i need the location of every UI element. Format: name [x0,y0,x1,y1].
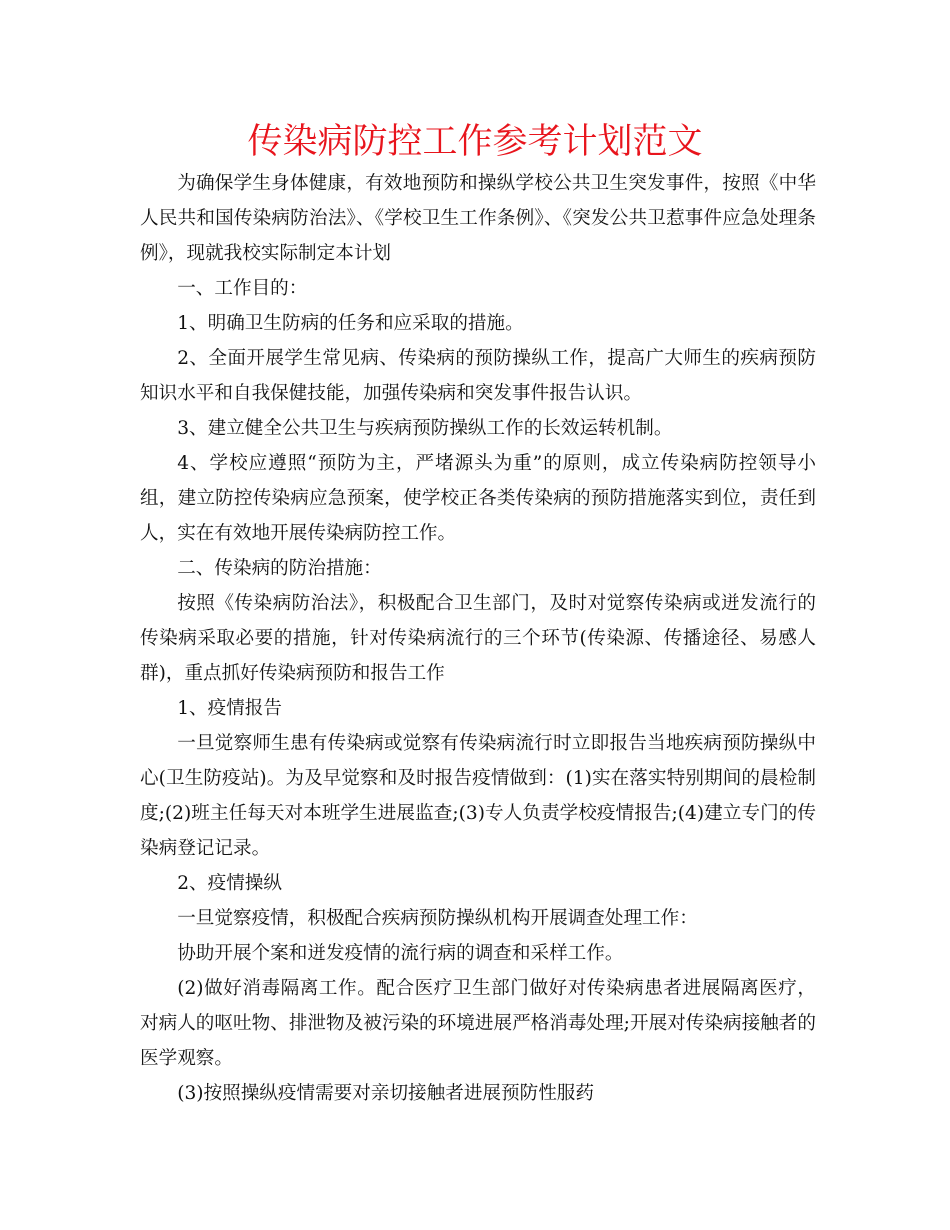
document-body [140,166,816,1111]
paragraph-measures-intro: 按照《传染病防治法》，积极配合卫生部门，及时对觉察传染病或迸发流行的传染病采取必要的措施，针对传染病流行的三个环节(传染源、传播途径、易感人群)，重点抓好传染病预防和报告工作 [140,593,816,684]
heading-prevention-measures: 二、传染病的防治措施： [177,558,382,579]
paragraph-purpose-3: 3、建立健全公共卫生与疾病预防操纵工作的长效运转机制。 [177,418,673,439]
paragraph-control-intro: 一旦觉察疫情，积极配合疾病预防操纵机构开展调查处理工作： [177,908,698,929]
paragraph-control-1: 协助开展个案和迸发疫情的流行病的调查和采样工作。 [177,943,624,964]
heading-work-purpose: 一、工作目的： [177,278,308,299]
paragraph-purpose-4: 4、学校应遵照“预防为主，严堵源头为重”的原则，成立传染病防控领导小组，建立防控传染病应急预案，使学校正各类传染病的预防措施落实到位，责任到人，实在有效地开展传染病防控工作。 [140,453,816,544]
paragraph-purpose-2: 2、全面开展学生常见病、传染病的预防操纵工作，提高广大师生的疾病预防知识水平和自我保健技能，加强传染病和突发事件报告认识。 [140,348,816,404]
document-title: 传染病防控工作参考计划范文 [247,122,703,162]
paragraph-control-2: (2)做好消毒隔离工作。配合医疗卫生部门做好对传染病患者进展隔离医疗，对病人的呕吐物、排泄物及被污染的环境进展严格消毒处理;开展对传染病接触者的医学观察。 [140,978,816,1069]
paragraph-intro: 为确保学生身体健康，有效地预防和操纵学校公共卫生突发事件，按照《中华人民共和国传染病防治法》、《学校卫生工作条例》、《突发公共卫惹事件应急处理条例》，现就我校实际制定本计划 [140,173,816,264]
paragraph-control-3: (3)按照操纵疫情需要对亲切接触者进展预防性服药 [177,1083,594,1104]
heading-epidemic-report: 1、疫情报告 [177,698,282,719]
heading-epidemic-control: 2、疫情操纵 [177,873,282,894]
paragraph-purpose-1: 1、明确卫生防病的任务和应采取的措施。 [177,313,524,334]
paragraph-epidemic-report: 一旦觉察师生患有传染病或觉察有传染病流行时立即报告当地疾病预防操纵中心(卫生防疫站)。为及早觉察和及时报告疫情做到：(1)实在落实特别期间的晨检制度;(2)班主任每天对本班学生进展监查;(3)专人负责学校疫情报告;(4)建立专门的传染病登记记录。 [140,733,816,859]
